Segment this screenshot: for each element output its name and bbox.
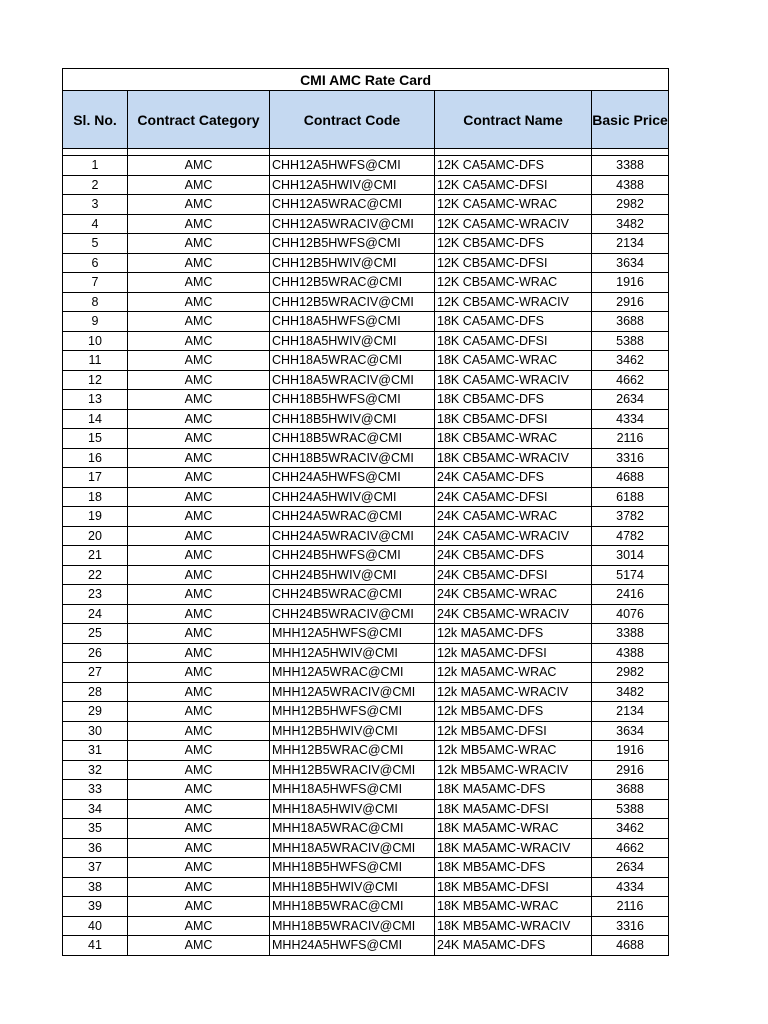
cell-sl-no: 3 <box>63 195 128 215</box>
cell-contract-code: MHH12A5HWIV@CMI <box>270 643 435 663</box>
cell-contract-category: AMC <box>128 643 270 663</box>
cell-basic-price: 2982 <box>592 195 669 215</box>
cell-basic-price: 4662 <box>592 370 669 390</box>
cell-basic-price: 3388 <box>592 156 669 176</box>
cell-contract-code: MHH12B5WRAC@CMI <box>270 741 435 761</box>
cell-sl-no: 29 <box>63 702 128 722</box>
cell-basic-price: 3388 <box>592 624 669 644</box>
cell-basic-price: 2634 <box>592 858 669 878</box>
cell-contract-code: CHH24A5HWFS@CMI <box>270 468 435 488</box>
cell-contract-name: 12K CA5AMC-WRACIV <box>435 214 592 234</box>
cell-contract-category: AMC <box>128 780 270 800</box>
cell-contract-name: 12K CB5AMC-DFSI <box>435 253 592 273</box>
cell-contract-category: AMC <box>128 156 270 176</box>
cell-basic-price: 3688 <box>592 312 669 332</box>
cell-sl-no: 7 <box>63 273 128 293</box>
cell-contract-code: CHH18B5HWFS@CMI <box>270 390 435 410</box>
cell-contract-name: 18K MA5AMC-WRACIV <box>435 838 592 858</box>
cell-contract-name: 18K MA5AMC-DFSI <box>435 799 592 819</box>
cell-contract-code: MHH12B5WRACIV@CMI <box>270 760 435 780</box>
cell-contract-category: AMC <box>128 546 270 566</box>
table-row <box>63 507 669 527</box>
cell-contract-category: AMC <box>128 487 270 507</box>
cell-contract-name: 12K CA5AMC-WRAC <box>435 195 592 215</box>
cell-basic-price: 3482 <box>592 214 669 234</box>
header-contract-code: Contract Code <box>270 91 435 149</box>
cell-sl-no: 25 <box>63 624 128 644</box>
cell-contract-code: CHH12A5HWIV@CMI <box>270 175 435 195</box>
cell-basic-price: 3014 <box>592 546 669 566</box>
cell-contract-code: CHH18A5WRACIV@CMI <box>270 370 435 390</box>
cell-basic-price: 2982 <box>592 663 669 683</box>
header-sl-no: Sl. No. <box>63 91 128 149</box>
cell-contract-name: 12K CB5AMC-DFS <box>435 234 592 254</box>
cell-sl-no: 27 <box>63 663 128 683</box>
table-row <box>63 273 669 293</box>
table-row <box>63 741 669 761</box>
cell-sl-no: 38 <box>63 877 128 897</box>
cell-basic-price: 2134 <box>592 234 669 254</box>
cell-contract-category: AMC <box>128 409 270 429</box>
cell-contract-name: 18K MB5AMC-DFSI <box>435 877 592 897</box>
table-row <box>63 877 669 897</box>
cell-basic-price: 1916 <box>592 741 669 761</box>
table-body <box>63 149 669 956</box>
cell-basic-price: 3634 <box>592 253 669 273</box>
table-row <box>63 526 669 546</box>
table-row <box>63 448 669 468</box>
cell-basic-price: 2416 <box>592 585 669 605</box>
cell-contract-category: AMC <box>128 312 270 332</box>
spacer-cell <box>63 149 128 156</box>
cell-contract-name: 24K CA5AMC-DFS <box>435 468 592 488</box>
cell-sl-no: 6 <box>63 253 128 273</box>
cell-sl-no: 40 <box>63 916 128 936</box>
cell-contract-category: AMC <box>128 195 270 215</box>
cell-contract-name: 24K CB5AMC-WRAC <box>435 585 592 605</box>
table-row <box>63 663 669 683</box>
header-basic-price: Basic Price <box>592 91 669 149</box>
cell-sl-no: 20 <box>63 526 128 546</box>
cell-sl-no: 19 <box>63 507 128 527</box>
cell-sl-no: 8 <box>63 292 128 312</box>
table-row <box>63 838 669 858</box>
cell-contract-code: MHH24A5HWFS@CMI <box>270 936 435 956</box>
table-row <box>63 351 669 371</box>
cell-basic-price: 4688 <box>592 468 669 488</box>
cell-contract-code: CHH18B5WRACIV@CMI <box>270 448 435 468</box>
table-row <box>63 214 669 234</box>
cell-contract-name: 24K CB5AMC-WRACIV <box>435 604 592 624</box>
table-row <box>63 253 669 273</box>
cell-basic-price: 4076 <box>592 604 669 624</box>
cell-sl-no: 18 <box>63 487 128 507</box>
cell-basic-price: 1916 <box>592 273 669 293</box>
table-row <box>63 780 669 800</box>
cell-sl-no: 1 <box>63 156 128 176</box>
table-row <box>63 858 669 878</box>
table-row <box>63 916 669 936</box>
table-row <box>63 487 669 507</box>
cell-contract-name: 18K CA5AMC-WRAC <box>435 351 592 371</box>
cell-contract-name: 18K CA5AMC-DFS <box>435 312 592 332</box>
cell-basic-price: 4334 <box>592 409 669 429</box>
cell-contract-name: 12k MB5AMC-WRACIV <box>435 760 592 780</box>
table-row <box>63 429 669 449</box>
cell-sl-no: 16 <box>63 448 128 468</box>
header-contract-category: Contract Category <box>128 91 270 149</box>
cell-sl-no: 11 <box>63 351 128 371</box>
cell-contract-category: AMC <box>128 234 270 254</box>
table-row <box>63 760 669 780</box>
cell-contract-category: AMC <box>128 741 270 761</box>
table-row <box>63 585 669 605</box>
cell-sl-no: 41 <box>63 936 128 956</box>
cell-basic-price: 3782 <box>592 507 669 527</box>
cell-contract-code: MHH18A5WRACIV@CMI <box>270 838 435 858</box>
table-row <box>63 370 669 390</box>
cell-contract-category: AMC <box>128 331 270 351</box>
cell-contract-category: AMC <box>128 390 270 410</box>
cell-contract-category: AMC <box>128 214 270 234</box>
cell-basic-price: 3482 <box>592 682 669 702</box>
cell-contract-code: MHH18B5WRACIV@CMI <box>270 916 435 936</box>
cell-contract-code: CHH24A5WRACIV@CMI <box>270 526 435 546</box>
cell-contract-code: CHH12A5WRACIV@CMI <box>270 214 435 234</box>
spacer-cell <box>270 149 435 156</box>
cell-contract-code: MHH18A5HWFS@CMI <box>270 780 435 800</box>
spacer-cell <box>592 149 669 156</box>
cell-basic-price: 3462 <box>592 351 669 371</box>
cell-contract-code: MHH18B5HWIV@CMI <box>270 877 435 897</box>
cell-contract-category: AMC <box>128 526 270 546</box>
cell-contract-code: CHH24B5HWFS@CMI <box>270 546 435 566</box>
cell-sl-no: 22 <box>63 565 128 585</box>
cell-basic-price: 5174 <box>592 565 669 585</box>
cell-sl-no: 2 <box>63 175 128 195</box>
cell-sl-no: 31 <box>63 741 128 761</box>
cell-contract-category: AMC <box>128 370 270 390</box>
cell-contract-name: 18K CB5AMC-WRAC <box>435 429 592 449</box>
cell-contract-code: MHH18A5HWIV@CMI <box>270 799 435 819</box>
cell-contract-code: MHH18A5WRAC@CMI <box>270 819 435 839</box>
cell-contract-code: CHH12A5HWFS@CMI <box>270 156 435 176</box>
cell-contract-code: CHH18A5HWIV@CMI <box>270 331 435 351</box>
cell-basic-price: 4388 <box>592 175 669 195</box>
cell-contract-code: CHH18B5HWIV@CMI <box>270 409 435 429</box>
table-row <box>63 409 669 429</box>
cell-contract-category: AMC <box>128 702 270 722</box>
cell-contract-category: AMC <box>128 760 270 780</box>
table-row <box>63 175 669 195</box>
cell-contract-name: 18K CB5AMC-WRACIV <box>435 448 592 468</box>
cell-contract-category: AMC <box>128 799 270 819</box>
cell-sl-no: 5 <box>63 234 128 254</box>
table-row <box>63 721 669 741</box>
table-row <box>63 897 669 917</box>
spacer-cell <box>128 149 270 156</box>
cell-contract-category: AMC <box>128 507 270 527</box>
cell-basic-price: 4782 <box>592 526 669 546</box>
cell-contract-name: 24K MA5AMC-DFS <box>435 936 592 956</box>
cell-basic-price: 5388 <box>592 799 669 819</box>
cell-contract-category: AMC <box>128 351 270 371</box>
cell-contract-name: 12K CB5AMC-WRACIV <box>435 292 592 312</box>
cell-contract-category: AMC <box>128 858 270 878</box>
table-row <box>63 936 669 956</box>
table-row <box>63 565 669 585</box>
table-title: CMI AMC Rate Card <box>63 69 669 91</box>
cell-contract-category: AMC <box>128 624 270 644</box>
table-row <box>63 624 669 644</box>
table-row <box>63 292 669 312</box>
cell-contract-code: CHH12B5HWFS@CMI <box>270 234 435 254</box>
cell-sl-no: 39 <box>63 897 128 917</box>
table-row <box>63 312 669 332</box>
cell-contract-code: MHH12A5WRAC@CMI <box>270 663 435 683</box>
cell-contract-category: AMC <box>128 448 270 468</box>
cell-contract-code: MHH12A5HWFS@CMI <box>270 624 435 644</box>
cell-contract-code: MHH12A5WRACIV@CMI <box>270 682 435 702</box>
cell-contract-name: 24K CA5AMC-WRACIV <box>435 526 592 546</box>
cell-basic-price: 6188 <box>592 487 669 507</box>
cell-contract-category: AMC <box>128 877 270 897</box>
cell-sl-no: 9 <box>63 312 128 332</box>
cell-contract-name: 12k MA5AMC-DFS <box>435 624 592 644</box>
cell-contract-name: 12K CA5AMC-DFS <box>435 156 592 176</box>
cell-contract-category: AMC <box>128 273 270 293</box>
cell-basic-price: 5388 <box>592 331 669 351</box>
cell-contract-category: AMC <box>128 682 270 702</box>
cell-contract-category: AMC <box>128 604 270 624</box>
table-row <box>63 156 669 176</box>
header-row <box>63 91 669 149</box>
cell-basic-price: 2116 <box>592 897 669 917</box>
cell-contract-code: MHH12B5HWFS@CMI <box>270 702 435 722</box>
cell-basic-price: 4388 <box>592 643 669 663</box>
cell-basic-price: 2916 <box>592 292 669 312</box>
cell-contract-code: CHH24B5WRACIV@CMI <box>270 604 435 624</box>
cell-contract-name: 12k MA5AMC-WRAC <box>435 663 592 683</box>
table-row <box>63 195 669 215</box>
table-row <box>63 390 669 410</box>
cell-contract-name: 12K CB5AMC-WRAC <box>435 273 592 293</box>
cell-contract-category: AMC <box>128 253 270 273</box>
cell-basic-price: 2116 <box>592 429 669 449</box>
cell-contract-code: MHH18B5WRAC@CMI <box>270 897 435 917</box>
table-row <box>63 643 669 663</box>
cell-sl-no: 10 <box>63 331 128 351</box>
cell-contract-code: CHH24A5WRAC@CMI <box>270 507 435 527</box>
cell-contract-category: AMC <box>128 292 270 312</box>
cell-basic-price: 2134 <box>592 702 669 722</box>
cell-basic-price: 3688 <box>592 780 669 800</box>
cell-basic-price: 3316 <box>592 448 669 468</box>
cell-contract-category: AMC <box>128 663 270 683</box>
cell-sl-no: 23 <box>63 585 128 605</box>
cell-contract-category: AMC <box>128 585 270 605</box>
table-row <box>63 799 669 819</box>
cell-basic-price: 3316 <box>592 916 669 936</box>
table-row <box>63 819 669 839</box>
cell-contract-name: 12k MB5AMC-DFS <box>435 702 592 722</box>
cell-contract-name: 18K CB5AMC-DFSI <box>435 409 592 429</box>
cell-contract-code: CHH12B5WRACIV@CMI <box>270 292 435 312</box>
cell-contract-code: CHH18A5HWFS@CMI <box>270 312 435 332</box>
cell-sl-no: 37 <box>63 858 128 878</box>
cell-contract-name: 12k MA5AMC-DFSI <box>435 643 592 663</box>
rate-card-sheet <box>62 68 668 956</box>
table-row <box>63 682 669 702</box>
cell-contract-name: 24K CA5AMC-DFSI <box>435 487 592 507</box>
cell-contract-code: CHH12B5HWIV@CMI <box>270 253 435 273</box>
cell-basic-price: 4662 <box>592 838 669 858</box>
cell-contract-name: 18K MA5AMC-WRAC <box>435 819 592 839</box>
cell-sl-no: 35 <box>63 819 128 839</box>
cell-contract-name: 18K CB5AMC-DFS <box>435 390 592 410</box>
cell-contract-category: AMC <box>128 429 270 449</box>
cell-sl-no: 33 <box>63 780 128 800</box>
rate-card-table <box>62 68 669 956</box>
cell-basic-price: 4334 <box>592 877 669 897</box>
table-row <box>63 468 669 488</box>
cell-contract-category: AMC <box>128 897 270 917</box>
cell-contract-name: 12k MB5AMC-WRAC <box>435 741 592 761</box>
cell-contract-code: CHH24B5HWIV@CMI <box>270 565 435 585</box>
table-row <box>63 234 669 254</box>
cell-contract-category: AMC <box>128 175 270 195</box>
cell-contract-category: AMC <box>128 838 270 858</box>
cell-contract-name: 24K CB5AMC-DFS <box>435 546 592 566</box>
cell-contract-category: AMC <box>128 721 270 741</box>
cell-contract-name: 18K CA5AMC-WRACIV <box>435 370 592 390</box>
cell-contract-name: 24K CA5AMC-WRAC <box>435 507 592 527</box>
spacer-row <box>63 149 669 156</box>
cell-sl-no: 24 <box>63 604 128 624</box>
cell-contract-name: 18K MB5AMC-WRACIV <box>435 916 592 936</box>
header-contract-name: Contract Name <box>435 91 592 149</box>
cell-basic-price: 2634 <box>592 390 669 410</box>
cell-sl-no: 36 <box>63 838 128 858</box>
cell-contract-category: AMC <box>128 936 270 956</box>
cell-contract-name: 18K MB5AMC-DFS <box>435 858 592 878</box>
cell-contract-name: 18K MB5AMC-WRAC <box>435 897 592 917</box>
cell-contract-code: CHH24A5HWIV@CMI <box>270 487 435 507</box>
cell-contract-code: CHH18A5WRAC@CMI <box>270 351 435 371</box>
cell-contract-name: 18K MA5AMC-DFS <box>435 780 592 800</box>
cell-sl-no: 13 <box>63 390 128 410</box>
title-row <box>63 69 669 91</box>
cell-sl-no: 26 <box>63 643 128 663</box>
cell-contract-code: CHH18B5WRAC@CMI <box>270 429 435 449</box>
cell-sl-no: 30 <box>63 721 128 741</box>
cell-sl-no: 4 <box>63 214 128 234</box>
cell-sl-no: 15 <box>63 429 128 449</box>
cell-contract-category: AMC <box>128 565 270 585</box>
cell-basic-price: 3462 <box>592 819 669 839</box>
cell-contract-name: 24K CB5AMC-DFSI <box>435 565 592 585</box>
cell-sl-no: 17 <box>63 468 128 488</box>
cell-basic-price: 4688 <box>592 936 669 956</box>
table-row <box>63 702 669 722</box>
cell-contract-name: 12K CA5AMC-DFSI <box>435 175 592 195</box>
cell-sl-no: 28 <box>63 682 128 702</box>
cell-contract-name: 12k MA5AMC-WRACIV <box>435 682 592 702</box>
cell-contract-category: AMC <box>128 916 270 936</box>
spacer-cell <box>435 149 592 156</box>
table-row <box>63 604 669 624</box>
cell-contract-code: CHH12A5WRAC@CMI <box>270 195 435 215</box>
table-row <box>63 546 669 566</box>
cell-sl-no: 21 <box>63 546 128 566</box>
cell-sl-no: 34 <box>63 799 128 819</box>
cell-sl-no: 32 <box>63 760 128 780</box>
cell-contract-code: MHH12B5HWIV@CMI <box>270 721 435 741</box>
table-row <box>63 331 669 351</box>
cell-basic-price: 3634 <box>592 721 669 741</box>
cell-contract-category: AMC <box>128 468 270 488</box>
cell-contract-category: AMC <box>128 819 270 839</box>
cell-contract-name: 18K CA5AMC-DFSI <box>435 331 592 351</box>
cell-sl-no: 14 <box>63 409 128 429</box>
cell-basic-price: 2916 <box>592 760 669 780</box>
cell-contract-name: 12k MB5AMC-DFSI <box>435 721 592 741</box>
cell-contract-code: CHH12B5WRAC@CMI <box>270 273 435 293</box>
cell-contract-code: CHH24B5WRAC@CMI <box>270 585 435 605</box>
cell-sl-no: 12 <box>63 370 128 390</box>
cell-contract-code: MHH18B5HWFS@CMI <box>270 858 435 878</box>
